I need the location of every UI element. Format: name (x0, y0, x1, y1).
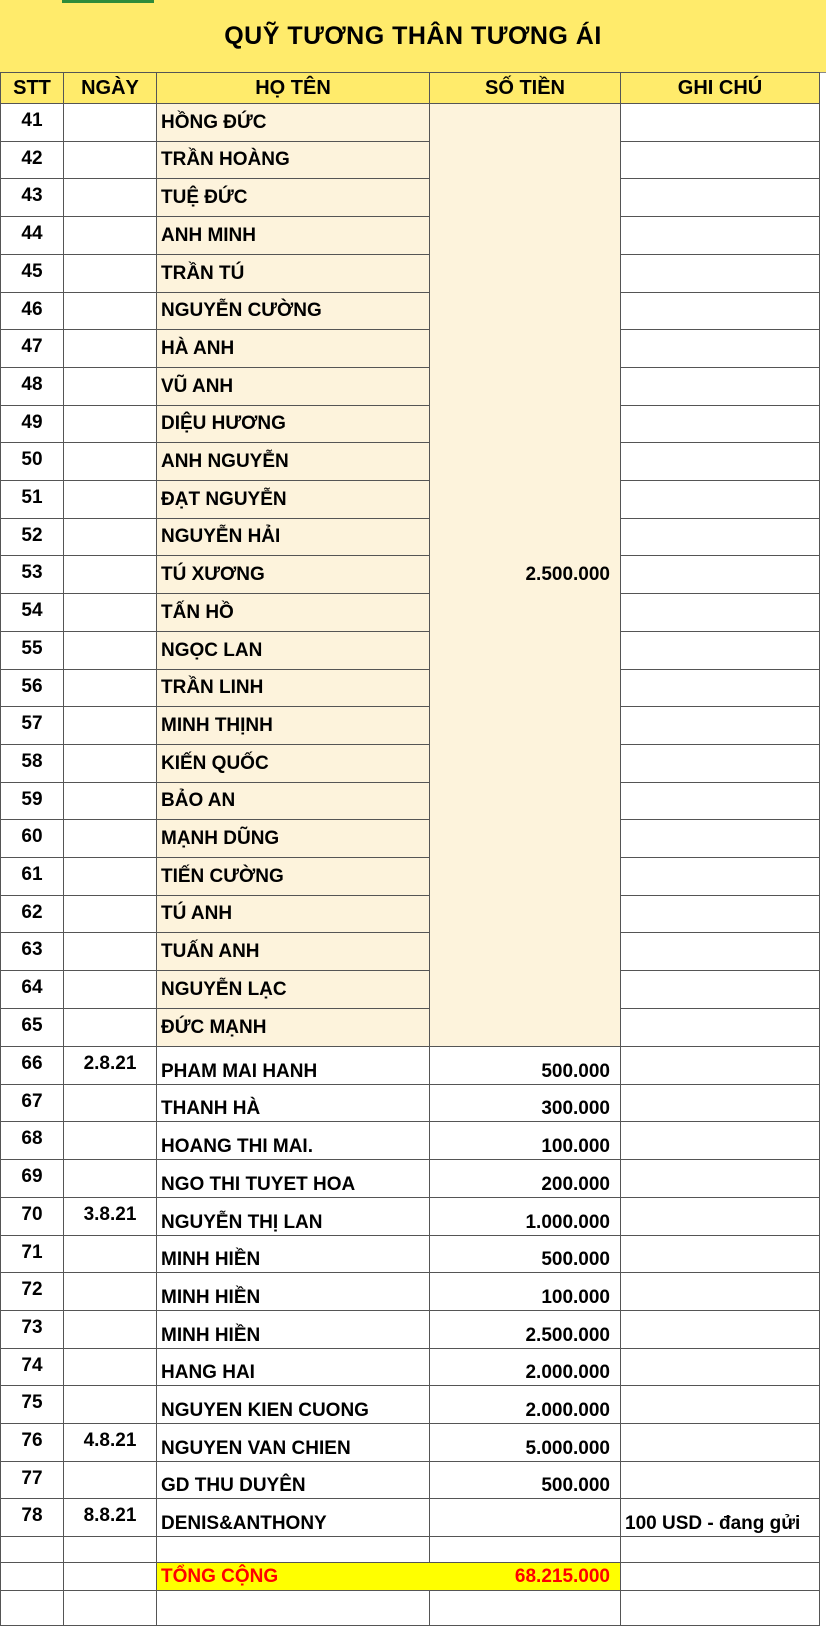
header-date[interactable]: NGÀY (64, 72, 157, 104)
row-stt[interactable]: 45 (0, 255, 64, 293)
row-stt[interactable]: 53 (0, 556, 64, 594)
row-name[interactable]: NGUYỄN HẢI (157, 519, 430, 556)
row-name[interactable]: NGUYEN KIEN CUONG (157, 1386, 430, 1424)
row-stt[interactable]: 51 (0, 481, 64, 519)
row-name[interactable]: TÚ XƯƠNG (157, 556, 430, 594)
row-amount[interactable] (430, 1499, 621, 1537)
row-amount[interactable]: 500.000 (430, 1047, 621, 1085)
total-date[interactable] (64, 1563, 157, 1591)
row-note[interactable] (621, 896, 820, 933)
row-date[interactable] (64, 1462, 157, 1499)
row-note[interactable] (621, 519, 820, 556)
row-note[interactable] (621, 1047, 820, 1085)
row-name[interactable]: NGO THI TUYET HOA (157, 1160, 430, 1198)
row-name[interactable]: MẠNH DŨNG (157, 820, 430, 858)
row-date[interactable] (64, 142, 157, 179)
row-name[interactable]: TRẦN TÚ (157, 255, 430, 293)
row-note[interactable] (621, 971, 820, 1009)
row-date[interactable] (64, 481, 157, 519)
row-name[interactable]: DIỆU HƯƠNG (157, 406, 430, 443)
row-amount[interactable]: 300.000 (430, 1085, 621, 1122)
row-note[interactable] (621, 1273, 820, 1311)
row-note[interactable] (621, 1462, 820, 1499)
row-note[interactable] (621, 255, 820, 293)
row-name[interactable]: THANH HÀ (157, 1085, 430, 1122)
row-name[interactable]: DENIS&ANTHONY (157, 1499, 430, 1537)
row-name[interactable]: TRẦN HOÀNG (157, 142, 430, 179)
row-amount[interactable]: 500.000 (430, 1236, 621, 1273)
row-stt[interactable]: 61 (0, 858, 64, 896)
row-name[interactable]: NGUYỄN THỊ LAN (157, 1198, 430, 1236)
row-date[interactable] (64, 1085, 157, 1122)
row-note[interactable] (621, 293, 820, 330)
row-stt[interactable]: 50 (0, 443, 64, 481)
row-note[interactable] (621, 1236, 820, 1273)
row-stt[interactable]: 72 (0, 1273, 64, 1311)
row-stt[interactable]: 56 (0, 670, 64, 707)
row-stt[interactable]: 64 (0, 971, 64, 1009)
row-name[interactable]: HOANG THI MAI. (157, 1122, 430, 1160)
row-amount[interactable]: 100.000 (430, 1122, 621, 1160)
row-note[interactable] (621, 1311, 820, 1349)
row-note[interactable] (621, 1349, 820, 1386)
row-date[interactable] (64, 1386, 157, 1424)
row-note[interactable] (621, 104, 820, 142)
row-name[interactable]: ĐỨC MẠNH (157, 1009, 430, 1047)
row-stt[interactable]: 74 (0, 1349, 64, 1386)
row-note[interactable] (621, 1009, 820, 1047)
row-note[interactable] (621, 443, 820, 481)
row-name[interactable]: GD THU DUYÊN (157, 1462, 430, 1499)
empty-cell[interactable] (621, 1591, 820, 1626)
row-date[interactable] (64, 255, 157, 293)
row-stt[interactable]: 46 (0, 293, 64, 330)
row-name[interactable]: MINH HIỀN (157, 1236, 430, 1273)
row-name[interactable]: KIẾN QUỐC (157, 745, 430, 783)
row-stt[interactable]: 62 (0, 896, 64, 933)
empty-cell[interactable] (430, 1537, 621, 1563)
row-note[interactable] (621, 670, 820, 707)
row-date[interactable] (64, 406, 157, 443)
row-name[interactable]: NGUYỄN LẠC (157, 971, 430, 1009)
row-stt[interactable]: 66 (0, 1047, 64, 1085)
cell-selection-accent (62, 0, 154, 3)
row-stt[interactable]: 73 (0, 1311, 64, 1349)
row-date[interactable] (64, 707, 157, 745)
row-date[interactable] (64, 1349, 157, 1386)
empty-cell[interactable] (64, 1591, 157, 1626)
row-date[interactable] (64, 179, 157, 217)
row-name[interactable]: MINH HIỀN (157, 1273, 430, 1311)
row-date[interactable] (64, 632, 157, 670)
row-name[interactable]: PHAM MAI HANH (157, 1047, 430, 1085)
row-name[interactable]: TRẦN LINH (157, 670, 430, 707)
row-stt[interactable]: 70 (0, 1198, 64, 1236)
row-date[interactable] (64, 670, 157, 707)
row-stt[interactable]: 76 (0, 1424, 64, 1462)
row-stt[interactable]: 69 (0, 1160, 64, 1198)
row-name[interactable]: TÚ ANH (157, 896, 430, 933)
row-stt[interactable]: 48 (0, 368, 64, 406)
row-note[interactable] (621, 594, 820, 632)
row-note[interactable] (621, 858, 820, 896)
row-note[interactable] (621, 1122, 820, 1160)
row-name[interactable]: NGUYỄN CƯỜNG (157, 293, 430, 330)
row-note[interactable] (621, 481, 820, 519)
sheet-title: QUỸ TƯƠNG THÂN TƯƠNG ÁI (0, 0, 826, 73)
row-stt[interactable]: 44 (0, 217, 64, 255)
row-note[interactable] (621, 933, 820, 971)
row-stt[interactable]: 65 (0, 1009, 64, 1047)
row-stt[interactable]: 54 (0, 594, 64, 632)
row-date[interactable]: 2.8.21 (64, 1047, 157, 1085)
row-stt[interactable]: 59 (0, 783, 64, 820)
row-amount[interactable]: 5.000.000 (430, 1424, 621, 1462)
row-name[interactable]: NGUYEN VAN CHIEN (157, 1424, 430, 1462)
row-stt[interactable]: 60 (0, 820, 64, 858)
row-date[interactable]: 8.8.21 (64, 1499, 157, 1537)
row-name[interactable]: ANH NGUYỄN (157, 443, 430, 481)
row-date[interactable] (64, 293, 157, 330)
row-stt[interactable]: 49 (0, 406, 64, 443)
row-date[interactable]: 4.8.21 (64, 1424, 157, 1462)
row-amount[interactable]: 100.000 (430, 1273, 621, 1311)
row-date[interactable] (64, 858, 157, 896)
row-name[interactable]: BẢO AN (157, 783, 430, 820)
row-date[interactable] (64, 1236, 157, 1273)
row-date[interactable] (64, 933, 157, 971)
empty-cell[interactable] (157, 1537, 430, 1563)
row-name[interactable]: TIẾN CƯỜNG (157, 858, 430, 896)
row-stt[interactable]: 63 (0, 933, 64, 971)
header-amount[interactable]: SỐ TIỀN (430, 72, 621, 104)
row-note[interactable] (621, 745, 820, 783)
row-note[interactable] (621, 368, 820, 406)
header-name[interactable]: HỌ TÊN (157, 72, 430, 104)
row-stt[interactable]: 47 (0, 330, 64, 368)
row-name[interactable]: TUẤN ANH (157, 933, 430, 971)
row-name[interactable]: MINH THỊNH (157, 707, 430, 745)
row-name[interactable]: ĐẠT NGUYỄN (157, 481, 430, 519)
row-stt[interactable]: 71 (0, 1236, 64, 1273)
row-stt[interactable]: 68 (0, 1122, 64, 1160)
row-note[interactable] (621, 1424, 820, 1462)
row-name[interactable]: VŨ ANH (157, 368, 430, 406)
row-note[interactable] (621, 1386, 820, 1424)
empty-cell[interactable] (430, 1591, 621, 1626)
total-amount[interactable]: 68.215.000 (430, 1563, 621, 1591)
total-note[interactable] (621, 1563, 820, 1591)
row-note[interactable] (621, 1198, 820, 1236)
row-stt[interactable]: 41 (0, 104, 64, 142)
row-date[interactable] (64, 1009, 157, 1047)
row-name[interactable]: HỒNG ĐỨC (157, 104, 430, 142)
row-date[interactable] (64, 443, 157, 481)
row-date[interactable] (64, 1122, 157, 1160)
row-name[interactable]: TẤN HỒ (157, 594, 430, 632)
row-note[interactable] (621, 556, 820, 594)
empty-cell[interactable] (0, 1537, 64, 1563)
row-date[interactable] (64, 217, 157, 255)
header-stt[interactable]: STT (0, 72, 64, 104)
row-name[interactable]: MINH HIỀN (157, 1311, 430, 1349)
row-note[interactable] (621, 330, 820, 368)
row-stt[interactable]: 55 (0, 632, 64, 670)
row-amount[interactable]: 1.000.000 (430, 1198, 621, 1236)
row-amount[interactable]: 2.500.000 (430, 1311, 621, 1349)
row-date[interactable] (64, 519, 157, 556)
row-note[interactable] (621, 217, 820, 255)
row-date[interactable] (64, 594, 157, 632)
row-stt[interactable]: 58 (0, 745, 64, 783)
row-name[interactable]: HANG HAI (157, 1349, 430, 1386)
row-note[interactable] (621, 783, 820, 820)
row-name[interactable]: TUỆ ĐỨC (157, 179, 430, 217)
row-note[interactable] (621, 707, 820, 745)
row-name[interactable]: NGỌC LAN (157, 632, 430, 670)
row-note[interactable] (621, 1085, 820, 1122)
total-stt[interactable] (0, 1563, 64, 1591)
row-stt[interactable]: 52 (0, 519, 64, 556)
row-date[interactable]: 3.8.21 (64, 1198, 157, 1236)
row-date[interactable] (64, 330, 157, 368)
row-date[interactable] (64, 971, 157, 1009)
row-stt[interactable]: 57 (0, 707, 64, 745)
row-date[interactable] (64, 820, 157, 858)
row-date[interactable] (64, 1160, 157, 1198)
row-name[interactable]: HÀ ANH (157, 330, 430, 368)
row-note[interactable] (621, 1160, 820, 1198)
total-label[interactable]: TỔNG CỘNG (157, 1563, 430, 1591)
row-date[interactable] (64, 783, 157, 820)
row-date[interactable] (64, 556, 157, 594)
empty-cell[interactable] (64, 1537, 157, 1563)
row-name[interactable]: ANH MINH (157, 217, 430, 255)
row-date[interactable] (64, 1273, 157, 1311)
row-date[interactable] (64, 745, 157, 783)
row-note[interactable]: 100 USD - đang gửi (621, 1499, 820, 1537)
row-stt[interactable]: 78 (0, 1499, 64, 1537)
row-date[interactable] (64, 368, 157, 406)
row-stt[interactable]: 42 (0, 142, 64, 179)
row-date[interactable] (64, 1311, 157, 1349)
row-note[interactable] (621, 820, 820, 858)
empty-cell[interactable] (0, 1591, 64, 1626)
row-date[interactable] (64, 896, 157, 933)
row-amount[interactable]: 2.000.000 (430, 1349, 621, 1386)
row-amount[interactable]: 200.000 (430, 1160, 621, 1198)
row-amount[interactable]: 500.000 (430, 1462, 621, 1499)
empty-cell[interactable] (157, 1591, 430, 1626)
row-date[interactable] (64, 104, 157, 142)
row-note[interactable] (621, 179, 820, 217)
row-note[interactable] (621, 406, 820, 443)
header-note[interactable]: GHI CHÚ (621, 72, 820, 104)
row-note[interactable] (621, 632, 820, 670)
merged-amount[interactable]: 2.500.000 (430, 104, 621, 1047)
row-stt[interactable]: 77 (0, 1462, 64, 1499)
row-stt[interactable]: 75 (0, 1386, 64, 1424)
row-stt[interactable]: 43 (0, 179, 64, 217)
row-stt[interactable]: 67 (0, 1085, 64, 1122)
empty-cell[interactable] (621, 1537, 820, 1563)
row-amount[interactable]: 2.000.000 (430, 1386, 621, 1424)
row-note[interactable] (621, 142, 820, 179)
